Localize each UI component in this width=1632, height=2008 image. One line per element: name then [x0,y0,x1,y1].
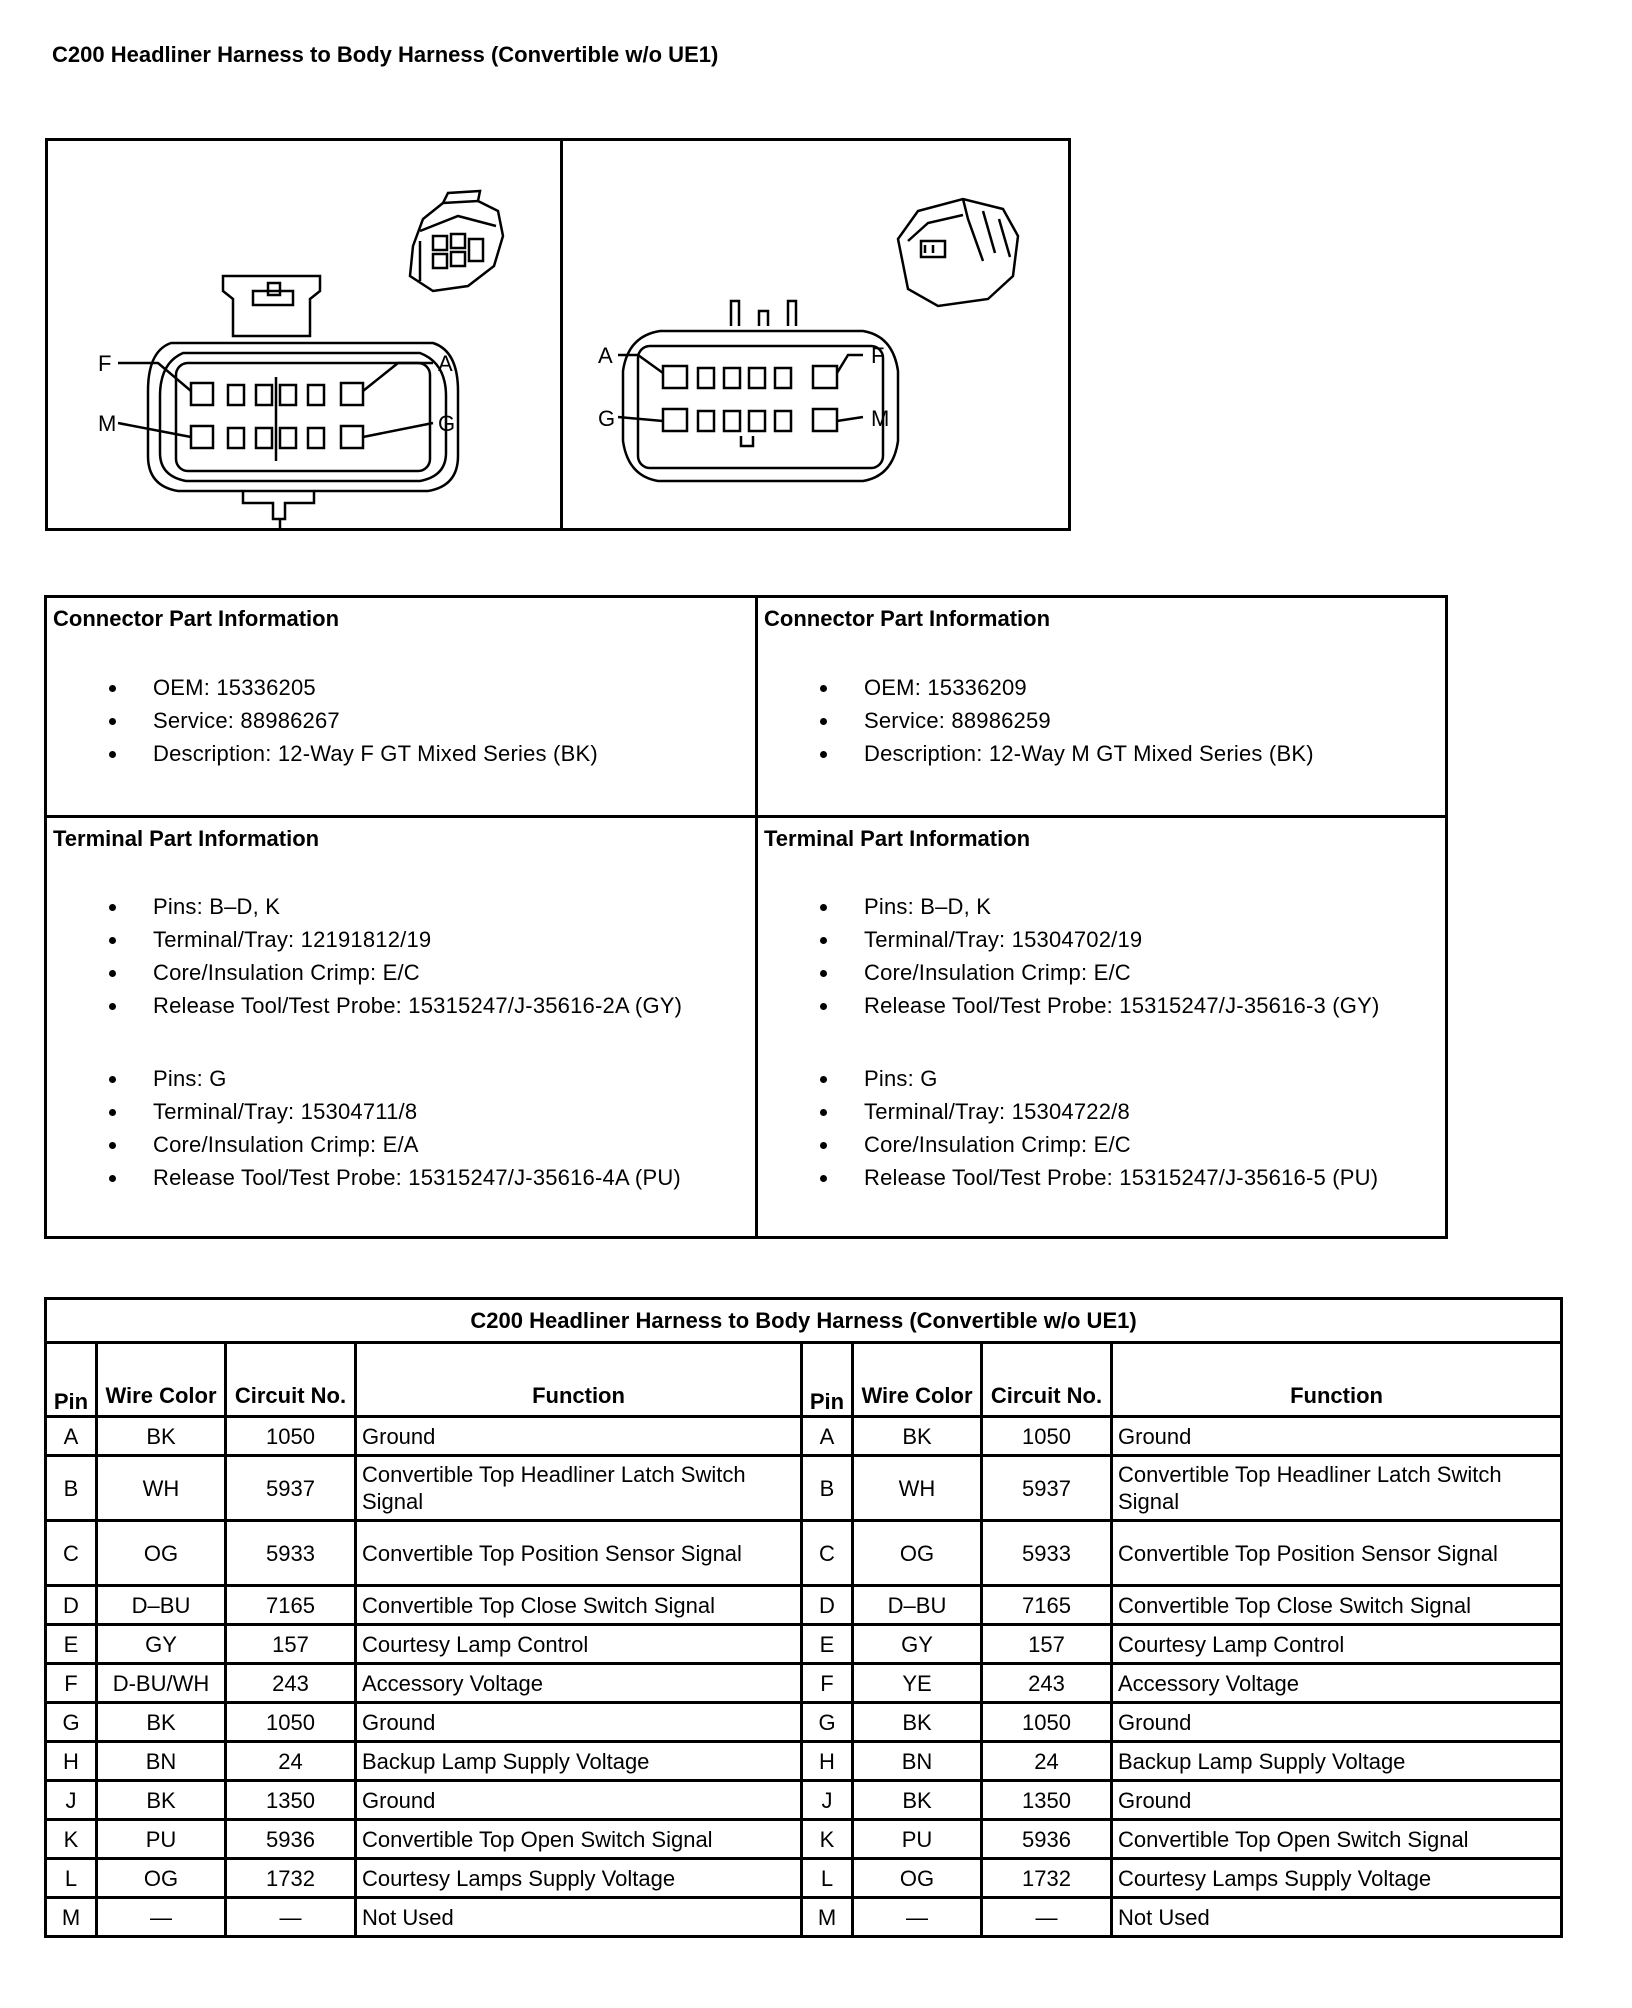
pin-cell: M [802,1898,853,1937]
list-item: Core/Insulation Crimp: E/C [758,956,1380,989]
circuit-cell: 157 [982,1625,1112,1664]
function-cell: Courtesy Lamps Supply Voltage [356,1859,802,1898]
wire-color-cell: GY [853,1625,982,1664]
circuit-cell: 1350 [982,1781,1112,1820]
circuit-cell: 5937 [226,1456,356,1521]
circuit-cell: 1050 [982,1417,1112,1456]
pin-cell: E [46,1625,97,1664]
circuit-cell: 5933 [226,1521,356,1586]
wire-color-cell: — [97,1898,226,1937]
list-item: Release Tool/Test Probe: 15315247/J-35616-4A (PU) [47,1161,681,1194]
wire-color-cell: OG [97,1521,226,1586]
header-circuit: Circuit No. [226,1343,356,1417]
table-row [46,1664,1562,1703]
wire-color-cell: BK [97,1703,226,1742]
circuit-cell: 1050 [226,1417,356,1456]
table-row [46,1703,1562,1742]
function-cell: Backup Lamp Supply Voltage [356,1742,802,1781]
function-cell: Convertible Top Close Switch Signal [356,1586,802,1625]
left-terminal-group-1 [47,890,682,1022]
function-cell: Accessory Voltage [356,1664,802,1703]
wire-color-cell: — [853,1898,982,1937]
circuit-cell: 157 [226,1625,356,1664]
function-cell: Not Used [1112,1898,1562,1937]
list-item: Pins: G [47,1062,681,1095]
wire-color-cell: D–BU [853,1586,982,1625]
table-row [46,1781,1562,1820]
wire-color-cell: BK [97,1417,226,1456]
function-cell: Courtesy Lamp Control [356,1625,802,1664]
function-cell: Courtesy Lamp Control [1112,1625,1562,1664]
circuit-cell: 5937 [982,1456,1112,1521]
circuit-cell: 1050 [982,1703,1112,1742]
circuit-cell: 5933 [982,1521,1112,1586]
wire-color-cell: BK [97,1781,226,1820]
pin-cell: L [802,1859,853,1898]
part-information-panel [44,595,1448,1239]
list-item: Terminal/Tray: 12191812/19 [47,923,682,956]
pinout-table [44,1297,1563,1938]
function-cell: Not Used [356,1898,802,1937]
pin-cell: F [46,1664,97,1703]
header-circuit: Circuit No. [982,1343,1112,1417]
female-label-top-left: F [98,351,112,376]
wire-color-cell: D-BU/WH [97,1664,226,1703]
function-cell: Accessory Voltage [1112,1664,1562,1703]
table-row [46,1521,1562,1586]
header-function: Function [1112,1343,1562,1417]
circuit-cell: 1350 [226,1781,356,1820]
pin-cell: K [802,1820,853,1859]
function-cell: Ground [1112,1781,1562,1820]
left-terminal-info-title: Terminal Part Information [53,826,320,851]
page-title: C200 Headliner Harness to Body Harness (Convertible w/o UE1) [52,42,719,67]
list-item: Pins: B–D, K [47,890,682,923]
function-cell: Convertible Top Open Switch Signal [356,1820,802,1859]
wire-color-cell: D–BU [97,1586,226,1625]
wire-color-cell: BK [853,1703,982,1742]
function-cell: Ground [356,1703,802,1742]
female-label-bottom-left: M [98,411,117,436]
table-row [46,1820,1562,1859]
function-cell: Convertible Top Position Sensor Signal [356,1521,802,1586]
wire-color-cell: BN [97,1742,226,1781]
right-terminal-info-title: Terminal Part Information [764,826,1031,851]
table-caption: C200 Headliner Harness to Body Harness (Convertible w/o UE1) [46,1299,1562,1343]
list-item: Terminal/Tray: 15304711/8 [47,1095,681,1128]
left-terminal-info [47,818,755,1238]
connector-figure [45,138,1071,531]
pin-cell: C [802,1521,853,1586]
pin-cell: D [46,1586,97,1625]
left-connector-info-list [47,671,598,770]
right-terminal-group-2 [758,1062,1378,1194]
wire-color-cell: GY [97,1625,226,1664]
male-label-top-right: F [871,343,885,368]
list-item: Terminal/Tray: 15304702/19 [758,923,1380,956]
list-item: Service: 88986267 [47,704,598,737]
function-cell: Courtesy Lamps Supply Voltage [1112,1859,1562,1898]
list-item: Description: 12-Way F GT Mixed Series (BK) [47,737,598,770]
circuit-cell: — [226,1898,356,1937]
function-cell: Backup Lamp Supply Voltage [1112,1742,1562,1781]
male-connector-iso-icon [898,199,1018,306]
function-cell: Convertible Top Close Switch Signal [1112,1586,1562,1625]
list-item: Release Tool/Test Probe: 15315247/J-35616-2A (GY) [47,989,682,1022]
list-item: Pins: G [758,1062,1378,1095]
pin-cell: M [46,1898,97,1937]
wire-color-cell: WH [853,1456,982,1521]
female-connector-iso-icon [410,191,503,291]
wire-color-cell: WH [97,1456,226,1521]
table-row [46,1456,1562,1521]
circuit-cell: — [982,1898,1112,1937]
list-item: Service: 88986259 [758,704,1314,737]
right-connector-info-title: Connector Part Information [764,606,1051,631]
wire-color-cell: PU [97,1820,226,1859]
pin-cell: D [802,1586,853,1625]
list-item: Core/Insulation Crimp: E/C [47,956,682,989]
circuit-cell: 1050 [226,1703,356,1742]
wire-color-cell: PU [853,1820,982,1859]
right-terminal-info [758,818,1448,1238]
female-connector-drawing [48,141,558,529]
list-item: Terminal/Tray: 15304722/8 [758,1095,1378,1128]
right-connector-info [758,598,1448,815]
pin-cell: B [802,1456,853,1521]
table-body [46,1417,1562,1937]
male-label-top-left: A [598,343,613,368]
right-connector-info-list [758,671,1314,770]
male-connector-drawing [563,141,1068,529]
function-cell: Ground [1112,1417,1562,1456]
female-label-bottom-right: G [438,411,456,436]
pin-cell: F [802,1664,853,1703]
pin-cell: G [46,1703,97,1742]
function-cell: Ground [356,1417,802,1456]
list-item: Core/Insulation Crimp: E/C [758,1128,1378,1161]
circuit-cell: 7165 [982,1586,1112,1625]
left-terminal-group-2 [47,1062,681,1194]
list-item: Release Tool/Test Probe: 15315247/J-35616-5 (PU) [758,1161,1378,1194]
header-function: Function [356,1343,802,1417]
pin-cell: B [46,1456,97,1521]
circuit-cell: 5936 [982,1820,1112,1859]
function-cell: Convertible Top Position Sensor Signal [1112,1521,1562,1586]
right-terminal-group-1 [758,890,1380,1022]
header-wire-color: Wire Color [853,1343,982,1417]
pin-cell: A [802,1417,853,1456]
header-pin: Pin [802,1343,853,1417]
wire-color-cell: YE [853,1664,982,1703]
list-item: Description: 12-Way M GT Mixed Series (BK) [758,737,1314,770]
circuit-cell: 24 [226,1742,356,1781]
function-cell: Ground [356,1781,802,1820]
wire-color-cell: BN [853,1742,982,1781]
circuit-cell: 5936 [226,1820,356,1859]
pin-cell: J [46,1781,97,1820]
list-item: Release Tool/Test Probe: 15315247/J-35616-3 (GY) [758,989,1380,1022]
pin-cell: E [802,1625,853,1664]
pin-cell: H [46,1742,97,1781]
function-cell: Convertible Top Headliner Latch Switch Signal [1112,1456,1562,1521]
circuit-cell: 1732 [226,1859,356,1898]
circuit-cell: 1732 [982,1859,1112,1898]
function-cell: Ground [1112,1703,1562,1742]
wire-color-cell: OG [853,1521,982,1586]
table-row [46,1898,1562,1937]
pin-cell: J [802,1781,853,1820]
list-item: OEM: 15336209 [758,671,1314,704]
pin-cell: A [46,1417,97,1456]
male-label-bottom-right: M [871,406,890,431]
male-label-bottom-left: G [598,406,616,431]
left-connector-info-title: Connector Part Information [53,606,340,631]
header-pin: Pin [46,1343,97,1417]
female-label-top-right: A [438,351,453,376]
wire-color-cell: BK [853,1417,982,1456]
function-cell: Convertible Top Headliner Latch Switch Signal [356,1456,802,1521]
table-row [46,1586,1562,1625]
wire-color-cell: BK [853,1781,982,1820]
list-item: Pins: B–D, K [758,890,1380,923]
circuit-cell: 243 [226,1664,356,1703]
wire-color-cell: OG [853,1859,982,1898]
list-item: Core/Insulation Crimp: E/A [47,1128,681,1161]
circuit-cell: 7165 [226,1586,356,1625]
pin-cell: C [46,1521,97,1586]
wire-color-cell: OG [97,1859,226,1898]
pin-cell: L [46,1859,97,1898]
left-connector-info [47,598,755,815]
circuit-cell: 24 [982,1742,1112,1781]
header-wire-color: Wire Color [97,1343,226,1417]
table-row [46,1859,1562,1898]
pin-cell: H [802,1742,853,1781]
table-row [46,1742,1562,1781]
circuit-cell: 243 [982,1664,1112,1703]
function-cell: Convertible Top Open Switch Signal [1112,1820,1562,1859]
pin-cell: K [46,1820,97,1859]
pin-cell: G [802,1703,853,1742]
list-item: OEM: 15336205 [47,671,598,704]
table-row [46,1625,1562,1664]
table-row [46,1417,1562,1456]
